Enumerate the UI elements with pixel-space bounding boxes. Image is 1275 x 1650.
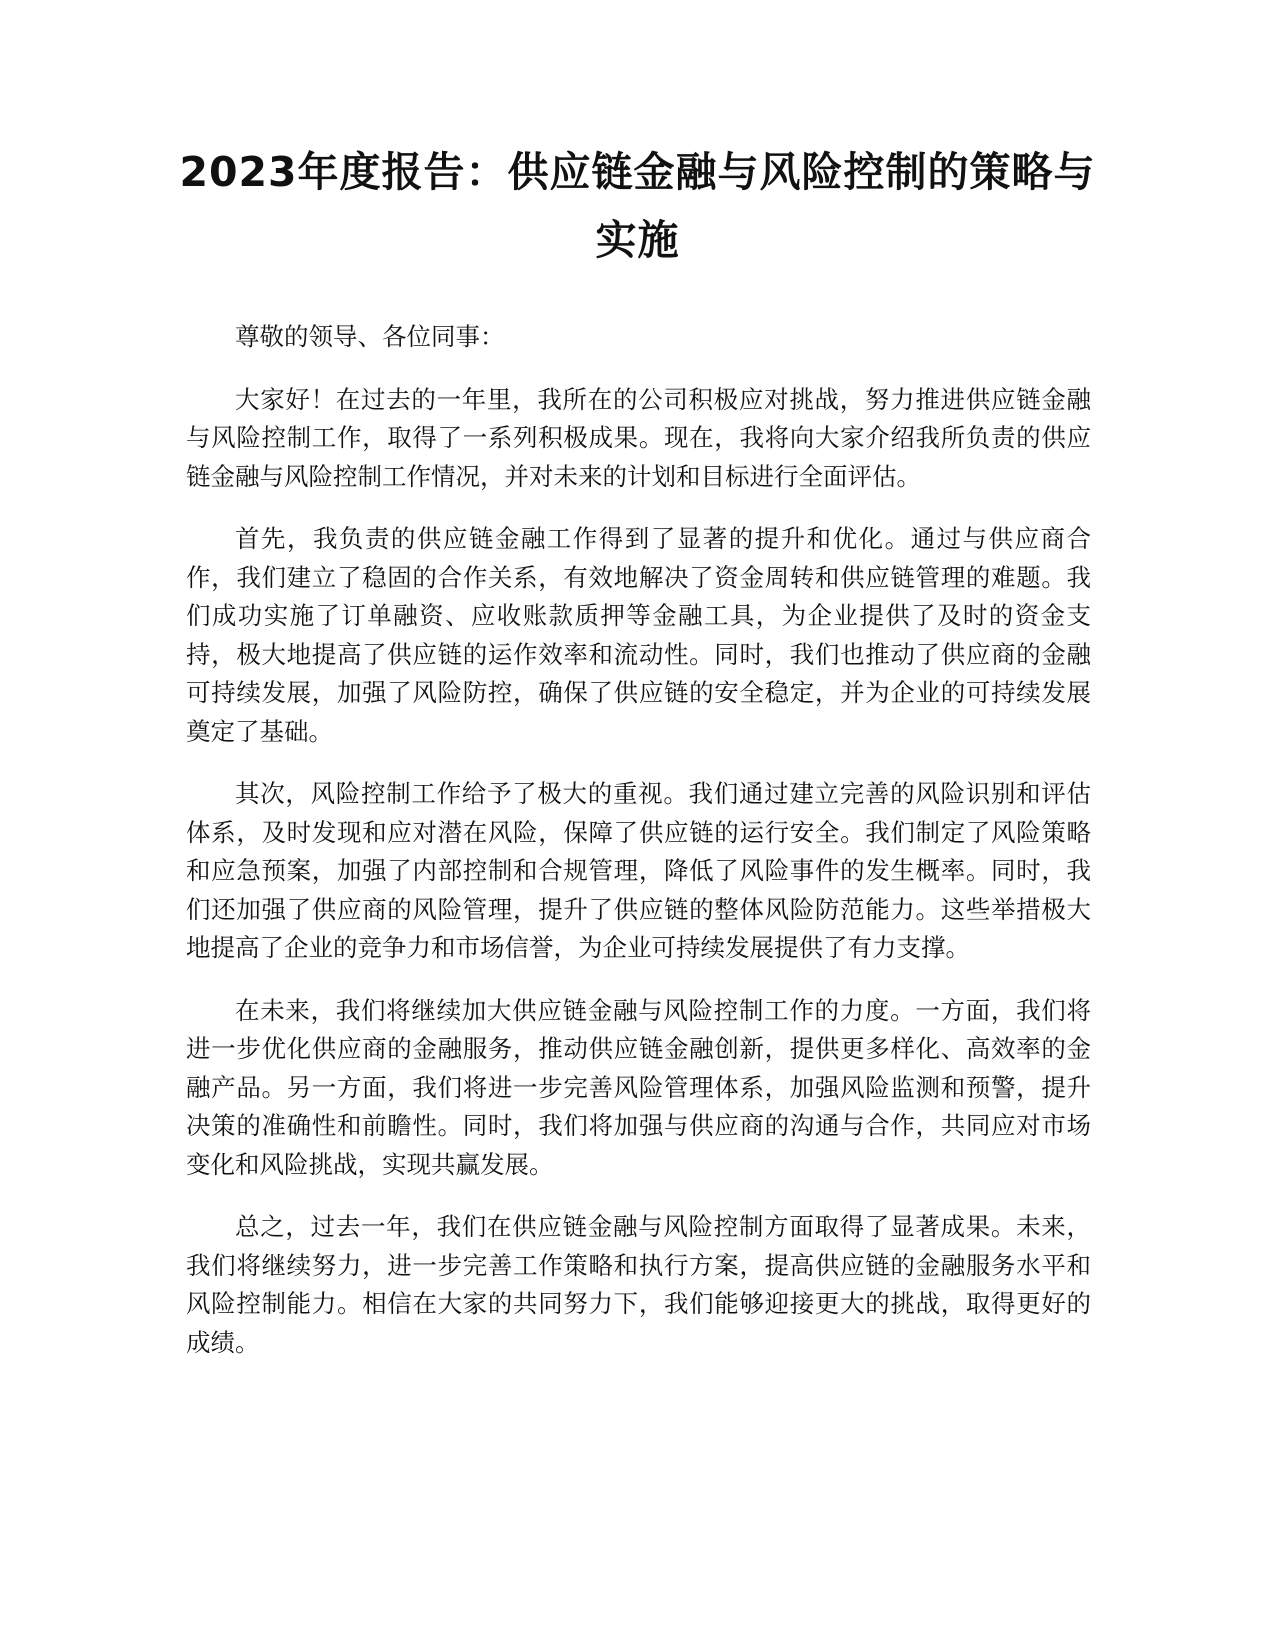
document-title: 2023年度报告：供应链金融与风险控制的策略与实施 xyxy=(179,148,1096,264)
document-body xyxy=(186,318,1091,1386)
paragraph-risk-control: 其次，风险控制工作给予了极大的重视。我们通过建立完善的风险识别和评估体系，及时发现和应对潜在风险，保障了供应链的运行安全。我们制定了风险策略和应急预案，加强了内部控制和合规管理，降低了风险事件的发生概率。同时，我们还加强了供应商的风险管理，提升了供应链的整体风险防范能力。这些举措极大地提高了企业的竞争力和市场信誉，为企业可持续发展提供了有力支撑。 xyxy=(186,779,1091,962)
paragraph-intro: 大家好！在过去的一年里，我所在的公司积极应对挑战，努力推进供应链金融与风险控制工作，取得了一系列积极成果。现在，我将向大家介绍我所负责的供应链金融与风险控制工作情况，并对未来的计划和目标进行全面评估。 xyxy=(186,384,1091,491)
paragraph-supply-chain-finance: 首先，我负责的供应链金融工作得到了显著的提升和优化。通过与供应商合作，我们建立了稳固的合作关系，有效地解决了资金周转和供应链管理的难题。我们成功实施了订单融资、应收账款质押等金融工具，为企业提供了及时的资金支持，极大地提高了供应链的运作效率和流动性。同时，我们也推动了供应商的金融可持续发展，加强了风险防控，确保了供应链的安全稳定，并为企业的可持续发展奠定了基础。 xyxy=(186,524,1091,746)
paragraph-conclusion: 总之，过去一年，我们在供应链金融与风险控制方面取得了显著成果。未来，我们将继续努力，进一步完善工作策略和执行方案，提高供应链的金融服务水平和风险控制能力。相信在大家的共同努力下，我们能够迎接更大的挑战，取得更好的成绩。 xyxy=(186,1212,1091,1357)
paragraph-future-plan: 在未来，我们将继续加大供应链金融与风险控制工作的力度。一方面，我们将进一步优化供应商的金融服务，推动供应链金融创新，提供更多样化、高效率的金融产品。另一方面，我们将进一步完善风险管理体系，加强风险监测和预警，提升决策的准确性和前瞻性。同时，我们将加强与供应商的沟通与合作，共同应对市场变化和风险挑战，实现共赢发展。 xyxy=(186,995,1091,1179)
greeting: 尊敬的领导、各位同事： xyxy=(235,322,505,351)
